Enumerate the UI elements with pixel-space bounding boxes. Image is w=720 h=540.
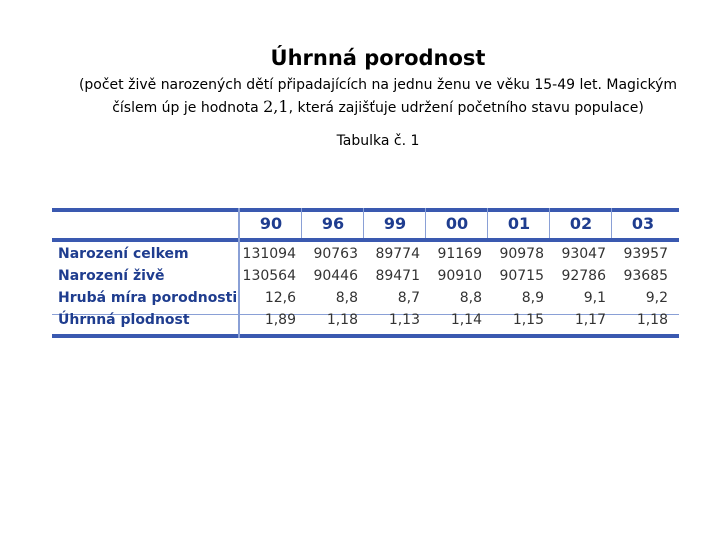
table-caption: Tabulka č. 1 <box>336 133 420 149</box>
table-cell: 1,13 <box>388 312 420 328</box>
table-cell: 9,1 <box>583 290 606 306</box>
table-cell: 1,14 <box>450 312 482 328</box>
column-divider <box>487 208 488 238</box>
column-header-02: 02 <box>569 214 593 233</box>
table-cell: 90715 <box>499 268 544 284</box>
column-header-03: 03 <box>631 214 655 233</box>
table-cell: 93047 <box>561 246 606 262</box>
table-cell: 1,15 <box>512 312 544 328</box>
table-cell: 8,8 <box>335 290 358 306</box>
column-divider <box>425 208 426 238</box>
row-label: Úhrnná plodnost <box>58 312 190 328</box>
header-bottom-bar <box>52 238 679 242</box>
table-cell: 90910 <box>437 268 482 284</box>
table-cell: 9,2 <box>645 290 668 306</box>
column-header-96: 96 <box>321 214 345 233</box>
page-title: Úhrnná porodnost <box>270 46 486 70</box>
table-cell: 1,18 <box>636 312 668 328</box>
row-label: Hrubá míra porodnosti <box>58 290 238 306</box>
column-divider <box>549 208 550 238</box>
table-cell: 93685 <box>623 268 668 284</box>
table-cell: 8,9 <box>521 290 544 306</box>
table-cell: 89471 <box>375 268 420 284</box>
table-cell: 1,18 <box>326 312 358 328</box>
magic-number: 2,1 <box>263 97 289 116</box>
subtitle-text-start: (počet živě narozených dětí připadajících na jednu ženu ve věku 15-49 let. Magickým číslem úp je hodnota <box>78 77 678 116</box>
column-divider <box>363 208 364 238</box>
table-cell: 131094 <box>242 246 296 262</box>
column-header-99: 99 <box>383 214 407 233</box>
table-cell: 91169 <box>437 246 482 262</box>
table-cell: 8,8 <box>459 290 482 306</box>
column-header-00: 00 <box>445 214 469 233</box>
fertility-table <box>52 208 679 338</box>
table-bottom-bar <box>52 334 679 338</box>
table-cell: 90978 <box>499 246 544 262</box>
column-header-01: 01 <box>507 214 531 233</box>
table-cell: 89774 <box>375 246 420 262</box>
table-cell: 1,17 <box>574 312 606 328</box>
table-cell: 1,89 <box>264 312 296 328</box>
table-cell: 12,6 <box>264 290 296 306</box>
column-divider <box>611 208 612 238</box>
table-cell: 93957 <box>623 246 668 262</box>
row-label: Narození celkem <box>58 246 189 262</box>
subtitle <box>70 75 686 119</box>
table-cell: 92786 <box>561 268 606 284</box>
row-label: Narození živě <box>58 268 165 284</box>
subtitle-text-end: , která zajišťuje udržení početního stavu populace) <box>288 100 644 116</box>
table-cell: 130564 <box>242 268 296 284</box>
table-top-bar <box>52 208 679 212</box>
table-cell: 8,7 <box>397 290 420 306</box>
column-header-90: 90 <box>259 214 283 233</box>
column-divider <box>301 208 302 238</box>
table-cell: 90446 <box>313 268 358 284</box>
table-cell: 90763 <box>313 246 358 262</box>
